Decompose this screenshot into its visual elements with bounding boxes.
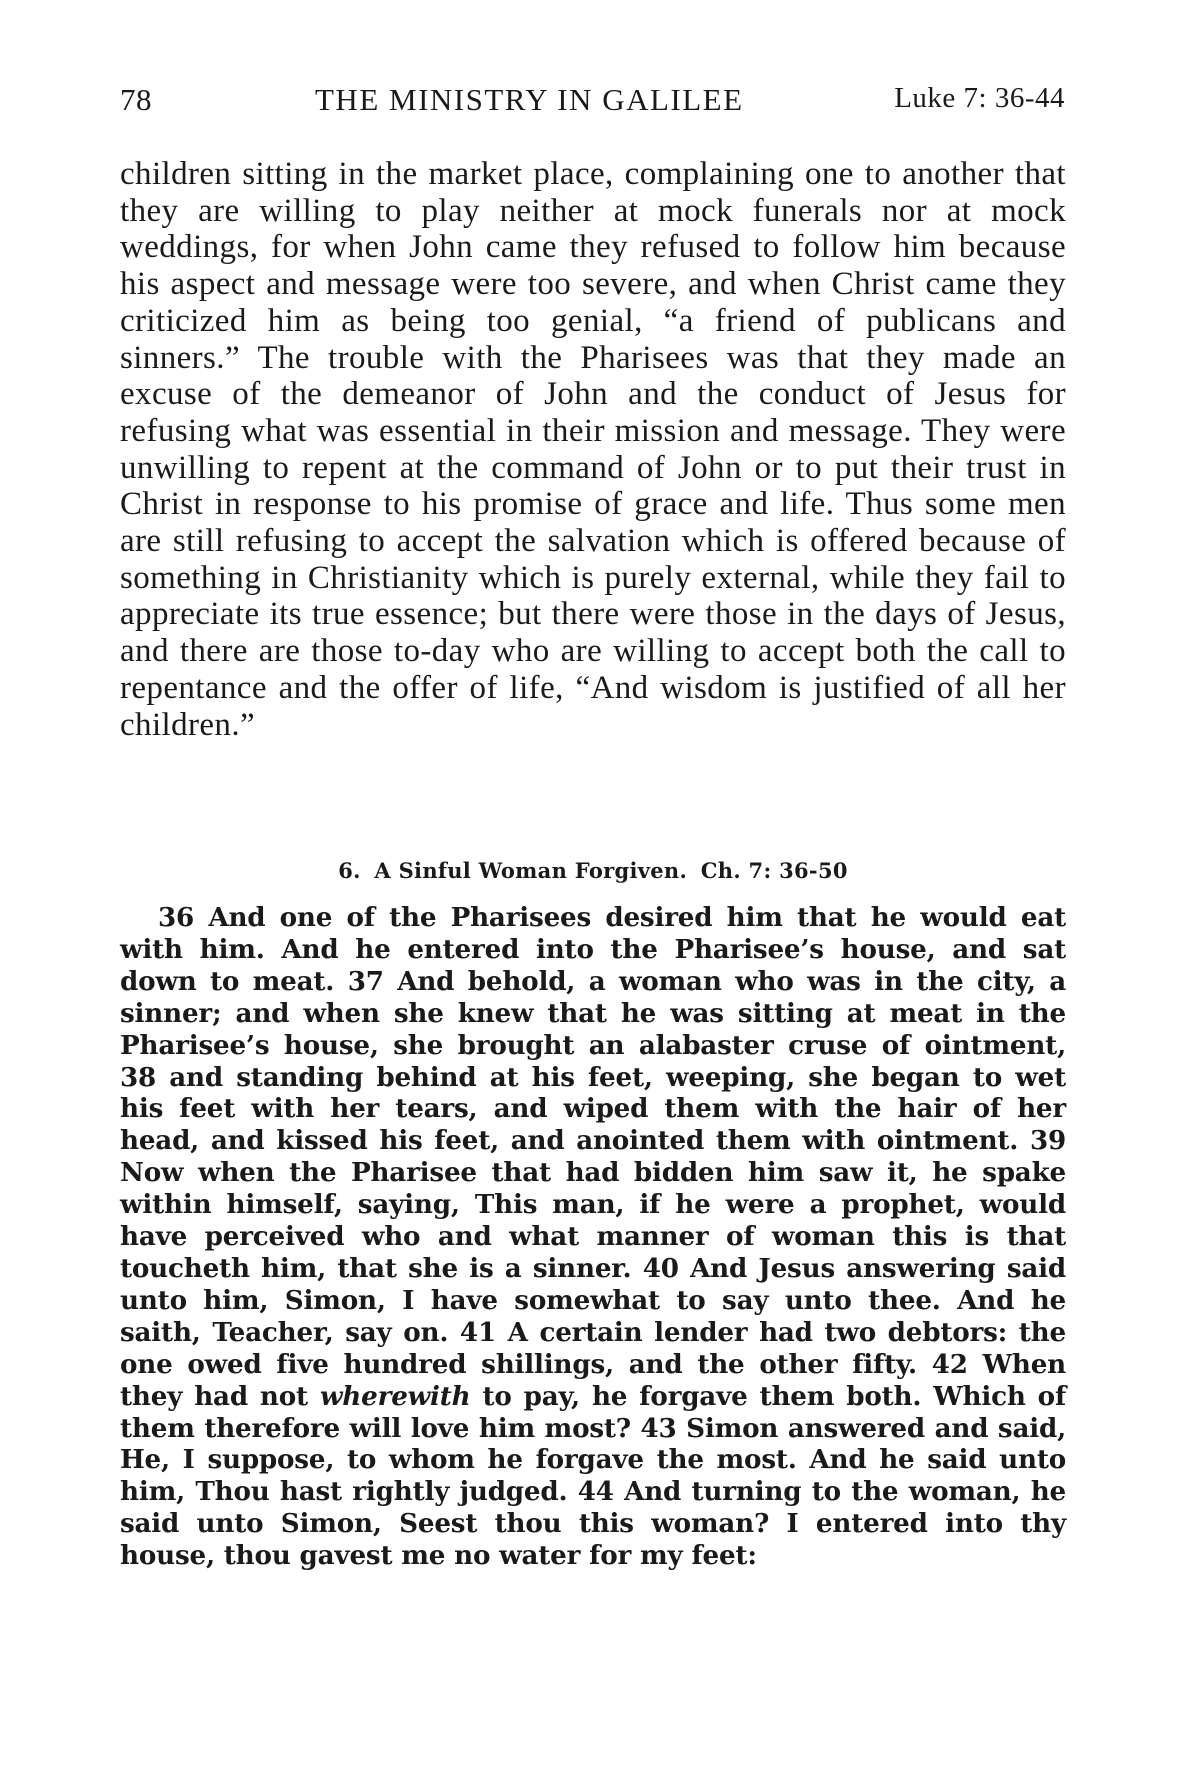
section-title: A Sinful Woman Forgiven. <box>374 858 688 883</box>
running-title: THE MINISTRY IN GALILEE <box>315 82 744 117</box>
scripture-text <box>120 902 1066 1572</box>
scripture-italic-word: wherewith <box>319 1380 471 1412</box>
scripture-text-part-2: to pay, he forgave them both. Which of them therefore will love him most? 43 Simon answered and said, He, I suppose, to whom he forgave the most. And he said unto him, Thou hast rightly judged. 44 And turning to the woman, he said unto Simon, Seest thou this woman? I entered into thy house, thou gavest me no water for my feet: <box>120 1380 1067 1572</box>
scripture-paragraph <box>120 902 1066 1572</box>
commentary-paragraph: children sitting in the market place, complaining one to another that they are willing to play neither at mock funerals nor at mock weddings, for when John came they refused to follow him because his aspect and message were too severe, and when Christ came they criticized him as being too genial, “a friend of publicans and sinners.” The trouble with the Pharisees was that they made an excuse of the demeanor of John and the conduct of Jesus for refusing what was essential in their mission and message. They were unwilling to repent at the command of John or to put their trust in Christ in response to his promise of grace and life. Thus some men are still refusing to accept the salvation which is offered because of something in Christianity which is purely external, while they fail to appreciate its true essence; but there were those in the days of Jesus, and there are those to-day who are willing to accept both the call to repentance and the offer of life, “And wisdom is justified of all her children.” <box>120 156 1066 743</box>
scripture-text-part-1: 36 And one of the Pharisees desired him that he would eat with him. And he entered into the Pharisee’s house, and sat down to meat. 37 And behold, a woman who was in the city, a sinner; and when she knew that he was sitting at meat in the Pharisee’s house, she brought an alabaster cruse of ointment, 38 and standing behind at his feet, weeping, she began to wet his feet with her tears, and wiped them with the hair of her head, and kissed his feet, and anointed them with ointment. 39 Now when the Pharisee that had bidden him saw it, he spake within himself, saying, This man, if he were a prophet, would have perceived who and what manner of woman this is that toucheth him, that she is a sinner. 40 And Jesus answering said unto him, Simon, I have somewhat to say unto thee. And he saith, Teacher, say on. 41 A certain lender had two debtors: the one owed five hundred shillings, and the other fifty. 42 When they had not <box>120 902 1066 1412</box>
section-number: 6. <box>338 858 361 883</box>
page-number: 78 <box>120 82 152 117</box>
commentary-text <box>120 156 1066 743</box>
running-reference: Luke 7: 36-44 <box>894 82 1065 114</box>
section-heading <box>120 858 1066 883</box>
section-reference: Ch. 7: 36-50 <box>700 858 848 883</box>
running-head <box>120 82 1070 122</box>
